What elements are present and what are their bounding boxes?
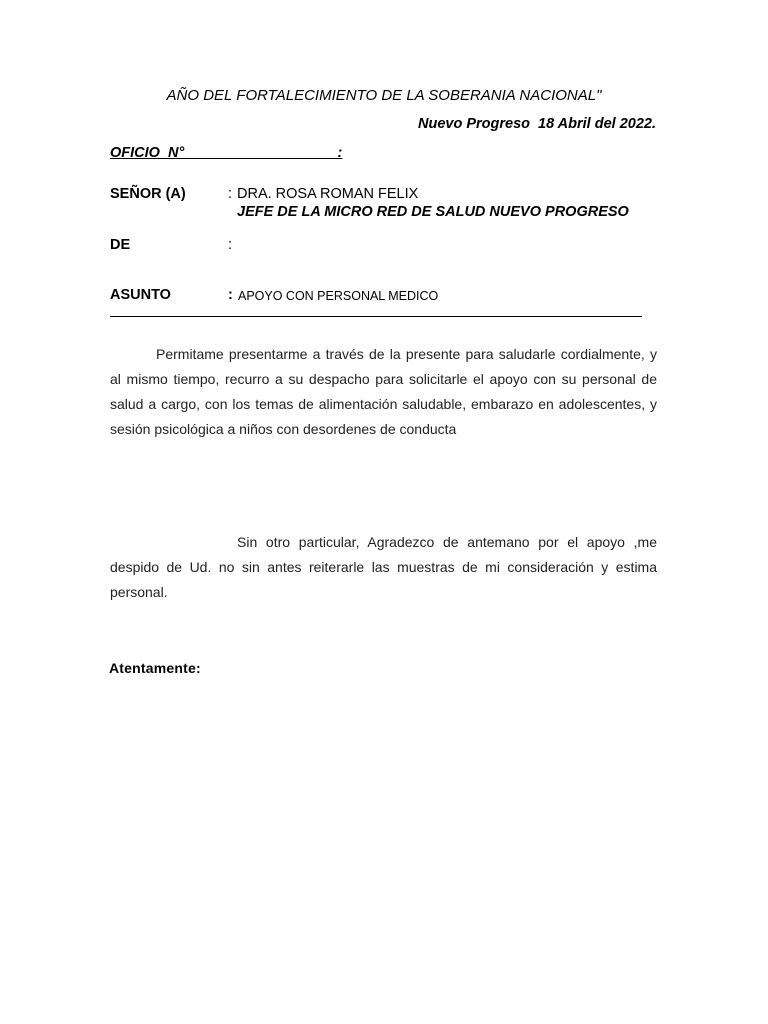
oficio-number: OFICIO N°___________________: [110, 145, 343, 161]
divider-line [110, 316, 642, 317]
from-label: DE [110, 237, 131, 253]
body-paragraph-farewell: Sin otro particular, Agradezco de antemano por el apoyo ,me despido de Ud. no sin antes reiterarle las muestras de mi consideración y estima personal. [110, 534, 657, 600]
recipient-colon: : [228, 186, 233, 202]
recipient-label: SEÑOR (A) [110, 186, 186, 202]
from-colon: : [228, 237, 233, 253]
subject-label: ASUNTO [110, 287, 171, 303]
body-paragraph-request: Permitame presentarme a través de la presente para saludarle cordialmente, y al mismo tiempo, recurro a su despacho para solicitarle el apoyo con su personal de salud a cargo, con los temas de alimentación saludable, embarazo en adolescentes, y sesión psicológica a niños con desordenes de conducta [110, 346, 657, 437]
year-title: AÑO DEL FORTALECIMIENTO DE LA SOBERANIA NACIONAL" [166, 87, 602, 104]
recipient-name: DRA. ROSA ROMAN FELIX [237, 186, 419, 202]
subject-value: APOYO CON PERSONAL MEDICO [238, 289, 439, 303]
recipient-role: JEFE DE LA MICRO RED DE SALUD NUEVO PROGRESO [237, 204, 629, 220]
subject-colon: : [228, 287, 233, 303]
place-date: Nuevo Progreso 18 Abril del 2022. [418, 116, 656, 132]
closing-salutation: Atentamente: [109, 660, 201, 676]
